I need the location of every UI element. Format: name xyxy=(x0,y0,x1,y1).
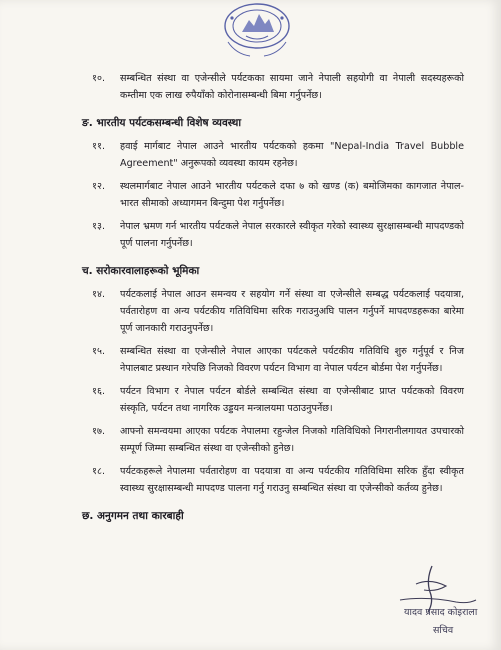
paragraph-17 xyxy=(92,423,464,457)
paragraph-number: १८. xyxy=(92,466,106,477)
paragraph-text: पर्यटकहरूले नेपालमा पर्वतारोहण वा पदयात्रा वा अन्य पर्यटकीय गतिविधिमा सरिक हुँदा स्वीकृत स्वास्थ्य सुरक्षासम्बन्धी मापदण्ड पालना गर्नु गराउनु सम्बन्धित संस्था वा एजेन्सीको कर्तव्य हुनेछ। xyxy=(120,466,464,494)
paragraph-15 xyxy=(92,343,464,377)
paragraph-16 xyxy=(92,383,464,417)
paragraph-11 xyxy=(92,138,464,172)
paragraph-text: आफ्नो समन्वयमा आएका पर्यटक नेपालमा रहुन्जेल निजको गतिविधिको निगरानीलगायत उपचारको सम्पूर्ण जिम्मा सम्बन्धित संस्था वा एजेन्सीको हुनेछ। xyxy=(120,426,464,454)
paragraph-text: सम्बन्धित संस्था वा एजेन्सीले पर्यटकका सायमा जाने नेपाली सहयोगी वा नेपाली सदस्यहरूको कम्तीमा एक लाख रुपैयाँको कोरोनासम्बन्धी बिमा गर्नुपर्नेछ। xyxy=(120,73,464,101)
paragraph-number: १५. xyxy=(92,346,106,357)
paragraph-number: ११. xyxy=(92,141,106,152)
paragraph-13 xyxy=(92,218,464,252)
paragraph-number: १४. xyxy=(92,289,106,300)
paragraph-number: १२. xyxy=(92,181,106,192)
paragraph-text: हवाई मार्गबाट नेपाल आउने भारतीय पर्यटकको हकमा "Nepal-India Travel Bubble Agreement" अनुरूपको व्यवस्था कायम रहनेछ। xyxy=(120,141,464,169)
paragraph-number: १०. xyxy=(92,73,106,84)
paragraph-text: नेपाल भ्रमण गर्न भारतीय पर्यटकले नेपाल सरकारले स्वीकृत गरेको स्वास्थ्य सुरक्षासम्बन्धी मापदण्डको पूर्ण पालना गर्नुपर्नेछ। xyxy=(120,221,464,249)
section-heading-d: ङ. भारतीय पर्यटकसम्बन्धी विशेष व्यवस्था xyxy=(82,117,242,129)
signatory-title: सचिव xyxy=(433,625,454,636)
paragraph-text: पर्यटकलाई नेपाल आउन समन्वय र सहयोग गर्ने संस्था वा एजेन्सीले सम्बद्ध पर्यटकलाई पदयात्रा, पर्वतारोहण वा अन्य पर्यटकीय गतिविधिमा सरिक गराउनुअघि पालन गर्नुपर्ने मापदण्डहरूका बारेमा पूर्ण जानकारी गराउनुपर्नेछ। xyxy=(120,289,464,334)
paragraph-number: १३. xyxy=(92,221,106,232)
paragraph-text: स्थलमार्गबाट नेपाल आउने भारतीय पर्यटकले दफा ७ को खण्ड (क) बमोजिमका कागजात नेपाल-भारत सीमाको अध्यागमन बिन्दुमा पेश गर्नुपर्नेछ। xyxy=(120,181,464,209)
paragraph-10 xyxy=(92,70,464,104)
paragraph-number: १७. xyxy=(92,426,106,437)
government-seal-icon xyxy=(216,2,298,62)
paragraph-12 xyxy=(92,178,464,212)
paragraph-18 xyxy=(92,463,464,497)
section-heading-chh: छ. अनुगमन तथा कारबाही xyxy=(82,510,184,522)
paragraph-14 xyxy=(92,286,464,337)
paragraph-text: पर्यटन विभाग र नेपाल पर्यटन बोर्डले सम्बन्धित संस्था वा एजेन्सीबाट प्राप्त पर्यटकको विवरण संस्कृति, पर्यटन तथा नागरिक उड्डयन मन्त्रालयमा पठाउनुपर्नेछ। xyxy=(120,386,464,414)
document-body xyxy=(82,70,464,531)
signatory-name: यादव प्रसाद कोइराला xyxy=(404,607,478,618)
section-heading-ch: च. सरोकारवालाहरूको भूमिका xyxy=(82,265,200,277)
paragraph-number: १६. xyxy=(92,386,106,397)
paragraph-text: सम्बन्धित संस्था वा एजेन्सीले नेपाल आएका पर्यटकले पर्यटकीय गतिविधि शुरु गर्नुपूर्व र निज नेपालबाट प्रस्थान गरेपछि निजको विवरण पर्यटन विभाग वा नेपाल पर्यटन बोर्डमा पेश गर्नुपर्नेछ। xyxy=(120,346,464,374)
